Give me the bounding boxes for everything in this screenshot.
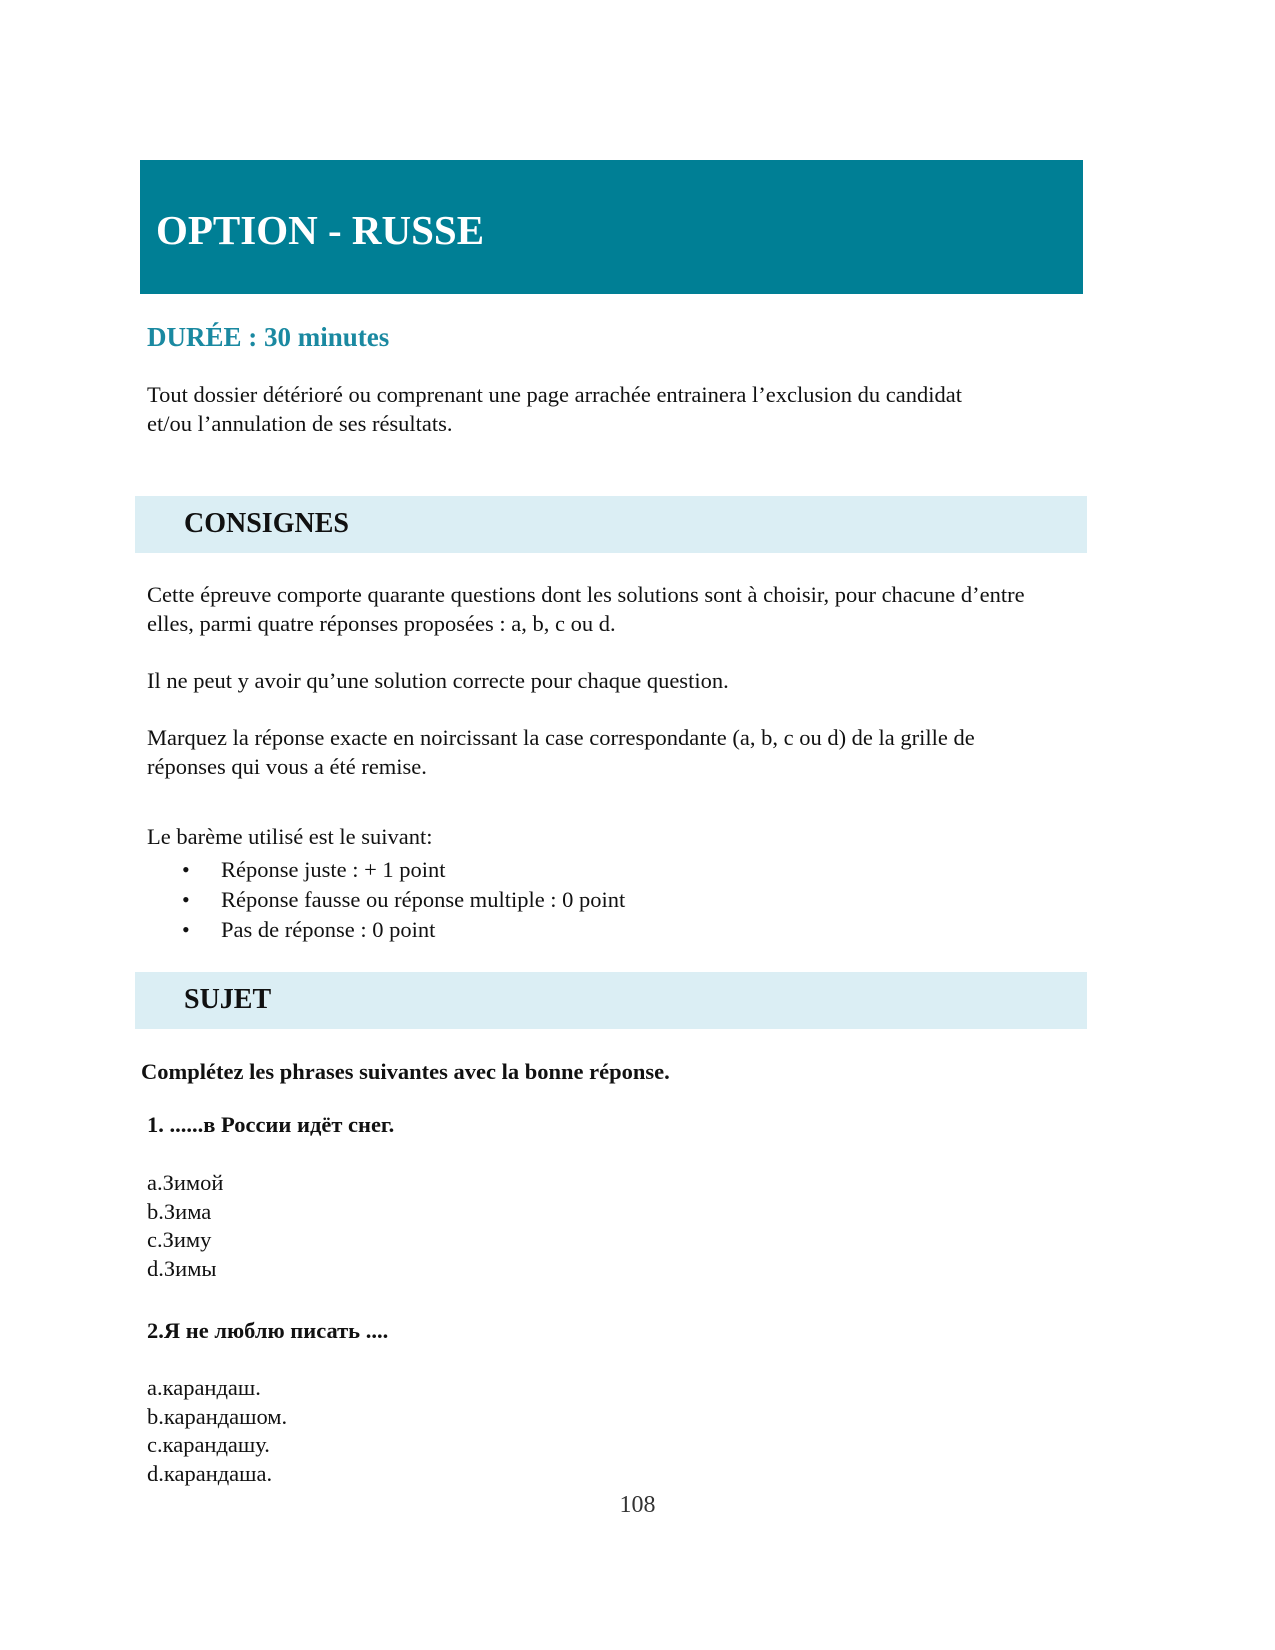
sujet-instruction: Complétez les phrases suivantes avec la bonne réponse. (141, 1059, 670, 1084)
page-title: OPTION - RUSSE (156, 207, 485, 253)
sujet-band (135, 972, 1087, 1029)
answer-option: d.Зимы (147, 1255, 217, 1281)
answer-option: b.Зима (147, 1198, 212, 1224)
consignes-p2: Il ne peut y avoir qu’une solution correcte pour chaque question. (147, 668, 729, 693)
page-number: 108 (619, 1492, 656, 1518)
question-1-options (147, 1169, 223, 1283)
sujet-heading: SUJET (184, 984, 272, 1015)
question-2-prompt: 2.Я не люблю писать .... (147, 1318, 389, 1343)
bareme-intro: Le barème utilisé est le suivant: (147, 824, 433, 849)
bareme-item: • Réponse fausse ou réponse multiple : 0 point (147, 885, 625, 915)
answer-option: d.карандаша. (147, 1460, 273, 1486)
title-banner (140, 160, 1083, 294)
duration-heading: DURÉE : 30 minutes (147, 322, 390, 352)
consignes-band (135, 496, 1087, 553)
question-2-options (147, 1374, 287, 1488)
question-1-prompt: 1. ......в России идёт снег. (147, 1112, 395, 1137)
bareme-item: • Réponse juste : + 1 point (147, 855, 625, 885)
answer-option: a.карандаш. (147, 1375, 261, 1400)
bareme-item: • Pas de réponse : 0 point (147, 915, 625, 945)
consignes-p3-line-2: réponses qui vous a été remise. (147, 754, 427, 779)
bareme-list (147, 855, 625, 945)
answer-option: a.Зимой (147, 1170, 224, 1195)
consignes-p1-line-1: Cette épreuve comporte quarante questions dont les solutions sont à choisir, pour chacune d’entre (147, 582, 1025, 607)
consignes-p1-line-2: elles, parmi quatre réponses proposées : a, b, c ou d. (147, 611, 616, 636)
consignes-p3-line-1: Marquez la réponse exacte en noircissant la case correspondante (a, b, c ou d) de la grille de (147, 725, 975, 750)
answer-option: b.карандашом. (147, 1403, 288, 1429)
intro-line-2: et/ou l’annulation de ses résultats. (147, 411, 453, 436)
answer-option: c.Зиму (147, 1227, 212, 1252)
intro-line-1: Tout dossier détérioré ou comprenant une page arrachée entrainera l’exclusion du candidat (147, 382, 962, 407)
consignes-heading: CONSIGNES (184, 508, 349, 539)
answer-option: c.карандашу. (147, 1432, 270, 1457)
